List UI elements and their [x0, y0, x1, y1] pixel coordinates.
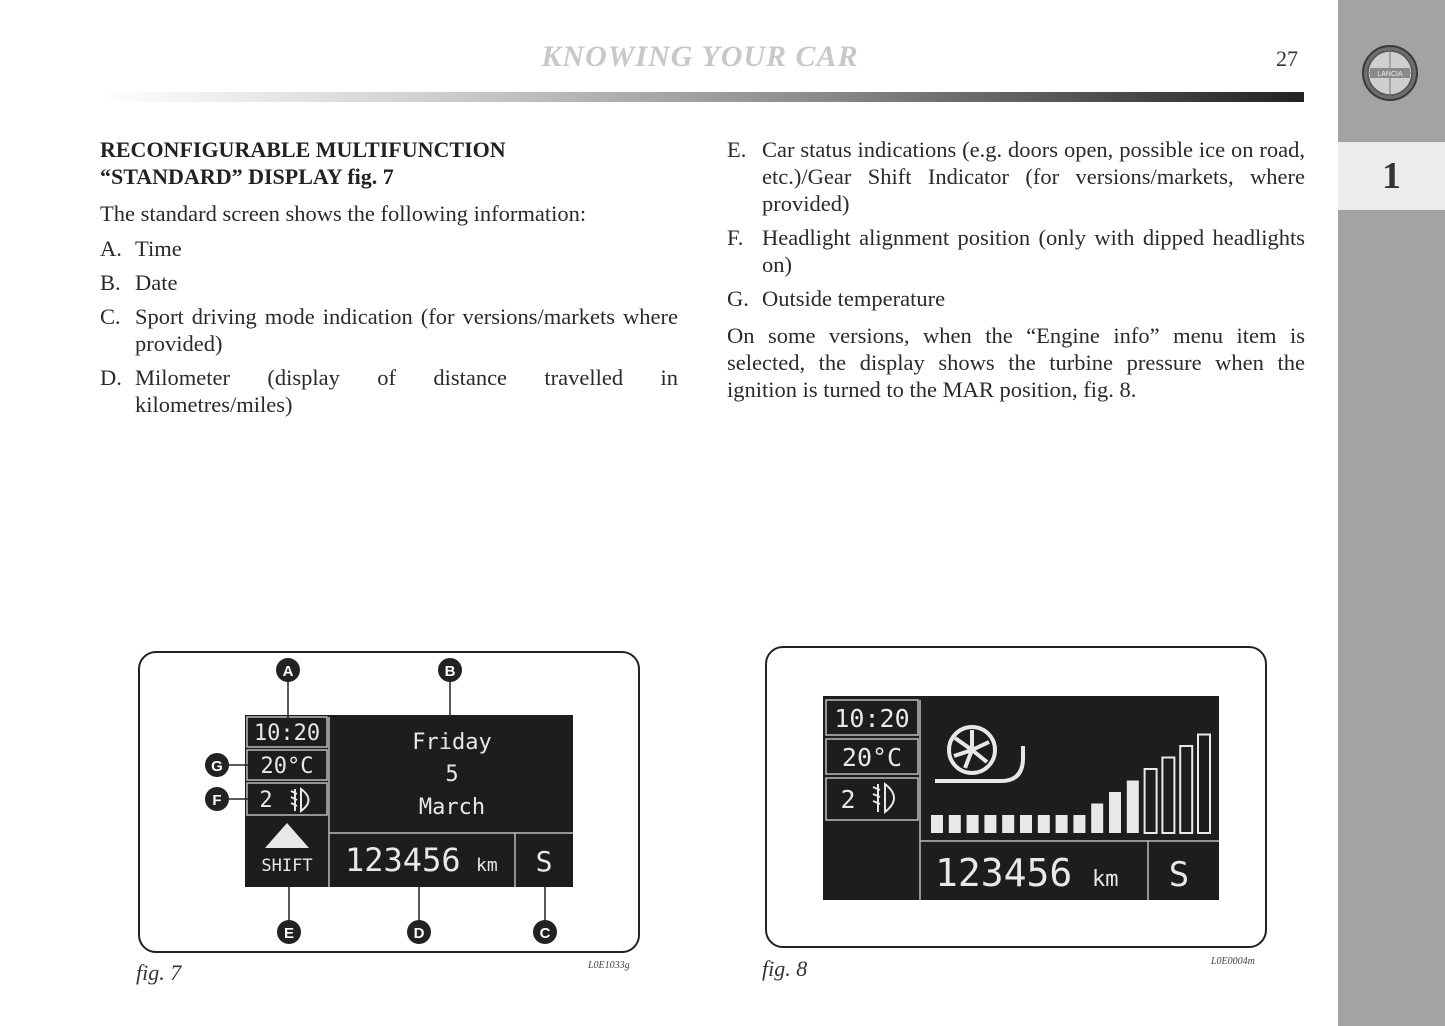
list-item-a: [100, 235, 678, 262]
svg-text:C: C: [539, 925, 551, 942]
list-text: Car status indications (e.g. doors open, possible ice on road, etc.)/Gear Shift Indicator (for versions/markets, where provided): [762, 137, 1305, 216]
list-item-g: [727, 285, 1305, 312]
list-label: C.: [100, 304, 121, 329]
fig8-headlight-level: 2: [840, 785, 856, 814]
left-column: [100, 136, 678, 425]
figure-8-code: L0E0004m: [1211, 956, 1255, 967]
svg-text:F: F: [212, 792, 222, 809]
chapter-number: 1: [1382, 155, 1401, 197]
fig8-odometer-unit: km: [1092, 867, 1119, 892]
list-label: B.: [100, 270, 121, 295]
list-item-d: [100, 364, 678, 418]
fig7-callout-e: [277, 920, 301, 944]
figure-8-frame: [765, 646, 1267, 948]
section-heading-line1: RECONFIGURABLE MULTIFUNCTION: [100, 137, 506, 162]
list-label: D.: [100, 365, 122, 390]
fig8-sport-mode: S: [1168, 855, 1190, 895]
fig7-odometer-unit: km: [476, 855, 498, 876]
fig8-pressure-bar: [967, 815, 979, 833]
engine-info-paragraph: On some versions, when the “Engine info” menu item is selected, the display shows the turbine pressure when the ignition is turned to the MAR position, fig. 8.: [727, 323, 1305, 402]
fig7-time: 10:20: [253, 721, 321, 746]
figure-7-caption: fig. 7: [136, 960, 182, 985]
svg-text:A: A: [282, 663, 294, 680]
fig8-pressure-bar: [1038, 815, 1050, 833]
fig8-pressure-bar: [949, 815, 961, 833]
fig7-month: March: [418, 795, 486, 820]
fig8-pressure-bar: [1073, 815, 1085, 833]
fig8-pressure-bar: [1109, 792, 1121, 833]
lancia-logo-icon: [1361, 44, 1419, 102]
fig8-pressure-bar: [1127, 781, 1139, 834]
figure-8-caption: fig. 8: [762, 956, 808, 981]
list-label: F.: [727, 225, 744, 250]
list-text: Headlight alignment position (only with dipped headlights on): [762, 225, 1305, 277]
fig8-pressure-bar: [984, 815, 996, 833]
fig7-callout-b: [438, 658, 462, 682]
list-label: E.: [727, 137, 747, 162]
list-text: Date: [135, 270, 178, 295]
fig8-pressure-bar: [931, 815, 943, 833]
fig7-callout-g: [205, 753, 229, 777]
section-heading: [100, 136, 678, 190]
list-item-e: [727, 136, 1305, 217]
fig7-date: 5: [445, 762, 459, 787]
fig8-pressure-bar: [1091, 804, 1103, 834]
fig8-pressure-bar: [1020, 815, 1032, 833]
fig7-shift-label: SHIFT: [261, 856, 313, 876]
fig8-pressure-bar: [1002, 815, 1014, 833]
figure-7-code: L0E1033g: [588, 960, 630, 971]
fig8-pressure-bar: [1056, 815, 1068, 833]
fig8-time: 10:20: [834, 704, 910, 733]
header-rule: [100, 92, 1304, 102]
fig7-temperature: 20°C: [260, 754, 314, 779]
page-number: 27: [1276, 46, 1298, 71]
fig7-odometer: 123456: [345, 841, 461, 879]
fig8-odometer: 123456: [935, 851, 1073, 895]
list-text: Sport driving mode indication (for versions/markets where provided): [135, 304, 678, 356]
list-label: A.: [100, 236, 122, 261]
chapter-tab[interactable]: [1338, 142, 1445, 210]
figure-8-display: [765, 646, 1263, 944]
svg-text:G: G: [211, 758, 223, 775]
right-column: [727, 136, 1305, 411]
list-item-c: [100, 303, 678, 357]
list-text: Time: [135, 236, 182, 261]
list-item-b: [100, 269, 678, 296]
section-heading-line2: “STANDARD” DISPLAY fig. 7: [100, 164, 394, 189]
list-text: Outside temperature: [762, 286, 946, 311]
list-label: G.: [727, 286, 749, 311]
svg-text:B: B: [444, 663, 456, 680]
fig7-callout-c: [533, 920, 557, 944]
fig7-callout-f: [205, 787, 229, 811]
list-text: Milometer (display of distance travelled in kilometres/miles): [135, 365, 678, 417]
fig7-headlight-level: 2: [259, 788, 273, 813]
running-header-title: KNOWING YOUR CAR: [541, 40, 859, 73]
figure-7-frame: [138, 651, 640, 953]
fig7-day: Friday: [412, 730, 492, 755]
list-item-f: [727, 224, 1305, 278]
fig7-callout-d: [407, 920, 431, 944]
svg-text:LANCIA: LANCIA: [1377, 71, 1403, 78]
fig7-sport-mode: S: [535, 845, 553, 878]
intro-paragraph: The standard screen shows the following information:: [100, 201, 587, 226]
svg-text:E: E: [283, 925, 295, 942]
fig8-temperature: 20°C: [841, 743, 903, 772]
svg-text:D: D: [413, 925, 425, 942]
fig7-callout-a: [276, 658, 300, 682]
figure-7-display: [138, 651, 636, 949]
